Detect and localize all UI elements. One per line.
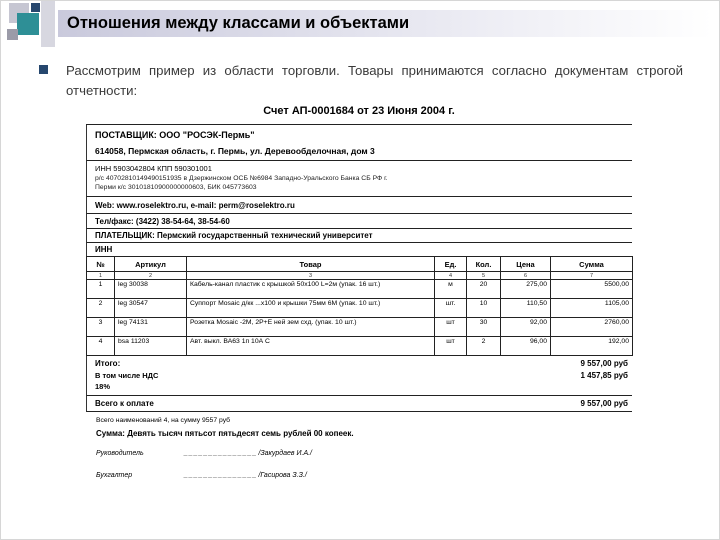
cell: 5500,00 <box>551 280 633 299</box>
column-header: Сумма <box>551 257 633 272</box>
cell: 6 <box>501 272 551 280</box>
cell: м <box>435 280 467 299</box>
supplier-address: 614058, Пермская область, г. Пермь, ул. Деревообделочная, дом 3 <box>95 146 375 156</box>
supplier-phone: Тел/факс: (3422) 38-54-64, 38-54-60 <box>86 214 632 229</box>
table-row <box>87 299 633 318</box>
sum-in-words: Сумма: Девять тысяч пятьсот пятьдесят семь рублей 00 копеек. <box>96 429 354 438</box>
cell: 3 <box>87 318 115 337</box>
cell: 2 <box>467 337 501 356</box>
cell: 4 <box>435 272 467 280</box>
invoice-supplier-section <box>86 125 632 161</box>
cell: шт <box>435 318 467 337</box>
cell: leg 30038 <box>115 280 187 299</box>
accountant-signature-row <box>96 472 632 479</box>
total-label: Всего к оплате <box>95 399 154 408</box>
bank-account-line1: р/с 40702810149490151935 в Дзержинском ОСБ №6984 Западно-Уральского Банка СБ РФ г. <box>95 175 388 182</box>
table-row <box>87 337 633 356</box>
corner-decoration-square-teal <box>17 13 39 35</box>
invoice-total-section <box>86 396 632 412</box>
table-header-row <box>87 257 633 272</box>
table-row <box>87 280 633 299</box>
column-header: Ед. <box>435 257 467 272</box>
total-value: 9 557,00 руб <box>580 399 628 408</box>
total-row <box>95 399 628 408</box>
column-header: Товар <box>187 257 435 272</box>
cell: 92,00 <box>501 318 551 337</box>
cell: 1 <box>87 272 115 280</box>
nds-label <box>95 371 158 392</box>
title-bar <box>58 10 713 37</box>
head-label: Руководитель <box>96 450 144 457</box>
cell: 1105,00 <box>551 299 633 318</box>
invoice-title: Счет АП-0001684 от 23 Июня 2004 г. <box>86 100 632 125</box>
accountant-signature-line: _______________ <box>184 472 258 479</box>
cell: bsa 11203 <box>115 337 187 356</box>
cell: 3 <box>187 272 435 280</box>
cell: 5 <box>467 272 501 280</box>
payer-inn: ИНН <box>86 243 632 256</box>
invoice-footer <box>86 412 632 479</box>
cell: 2760,00 <box>551 318 633 337</box>
column-header: Артикул <box>115 257 187 272</box>
column-header: Кол. <box>467 257 501 272</box>
payer-line: ПЛАТЕЛЬЩИК: Пермский государственный технический университет <box>86 229 632 243</box>
supplier-line: ПОСТАВЩИК: ООО "РОСЭК-Пермь" <box>95 130 255 140</box>
invoice-bank-section <box>86 161 632 197</box>
slide-title: Отношения между классами и объектами <box>67 14 410 32</box>
invoice-items-table <box>86 256 633 356</box>
cell: 275,00 <box>501 280 551 299</box>
supplier-inn-kpp: ИНН 5903042804 КПП 590301001 <box>95 164 212 173</box>
cell: 30 <box>467 318 501 337</box>
invoice-image <box>86 100 632 494</box>
cell: шт <box>435 337 467 356</box>
cell: 20 <box>467 280 501 299</box>
cell: 1 <box>87 280 115 299</box>
cell: Суппорт Mosaic д/кк ...x100 и крышки 75мм 6М (упак. 10 шт.) <box>187 299 435 318</box>
nds-row <box>95 371 628 392</box>
table-row <box>87 318 633 337</box>
corner-decoration-square-dark <box>31 3 40 12</box>
itogo-row <box>95 359 628 368</box>
cell: 10 <box>467 299 501 318</box>
head-signature-row <box>96 450 632 457</box>
cell: 7 <box>551 272 633 280</box>
accountant-signature-name: /Гасирова З.З./ <box>258 472 307 479</box>
itogo-label: Итого: <box>95 359 121 368</box>
head-signature-name: /Закурдаев И.А./ <box>258 450 313 457</box>
bullet-text: Рассмотрим пример из области торговли. Товары принимаются согласно документам строгой отчетности: <box>66 63 683 98</box>
nds-value: 1 457,85 руб <box>580 371 628 380</box>
cell: leg 74131 <box>115 318 187 337</box>
cell: Авт. выкл. ВА63 1п 10А С <box>187 337 435 356</box>
cell: 2 <box>115 272 187 280</box>
cell: leg 30547 <box>115 299 187 318</box>
accountant-label: Бухгалтер <box>96 472 133 479</box>
items-count-line: Всего наименований 4, на сумму 9557 руб <box>96 417 231 424</box>
cell: 192,00 <box>551 337 633 356</box>
corner-decoration-square-mid <box>7 29 18 40</box>
cell: 96,00 <box>501 337 551 356</box>
bank-account-line2: Перми к/с 30101810900000000603, БИК 045773603 <box>95 184 257 191</box>
head-signature-line: _______________ <box>184 450 258 457</box>
column-number-row <box>87 272 633 280</box>
corner-decoration-bar <box>41 1 55 47</box>
itogo-value: 9 557,00 руб <box>580 359 628 368</box>
nds-label-line2: 18% <box>95 381 111 391</box>
cell: шт. <box>435 299 467 318</box>
column-header: Цена <box>501 257 551 272</box>
cell: 110,50 <box>501 299 551 318</box>
column-header: № <box>87 257 115 272</box>
cell: Розетка Mosaic -2М, 2Р+Е ней зем схд. (упак. 10 шт.) <box>187 318 435 337</box>
cell: Кабель-канал пластик с крышкой 50x100 L=2м (упак. 16 шт.) <box>187 280 435 299</box>
cell: 2 <box>87 299 115 318</box>
square-bullet-icon <box>39 65 48 74</box>
nds-label-line1: В том числе НДС <box>95 371 159 380</box>
supplier-web-email: Web: www.roselektro.ru, e-mail: perm@roselektro.ru <box>86 197 632 214</box>
invoice-subtotal-section <box>86 356 632 396</box>
bullet-row <box>39 61 683 101</box>
cell: 4 <box>87 337 115 356</box>
